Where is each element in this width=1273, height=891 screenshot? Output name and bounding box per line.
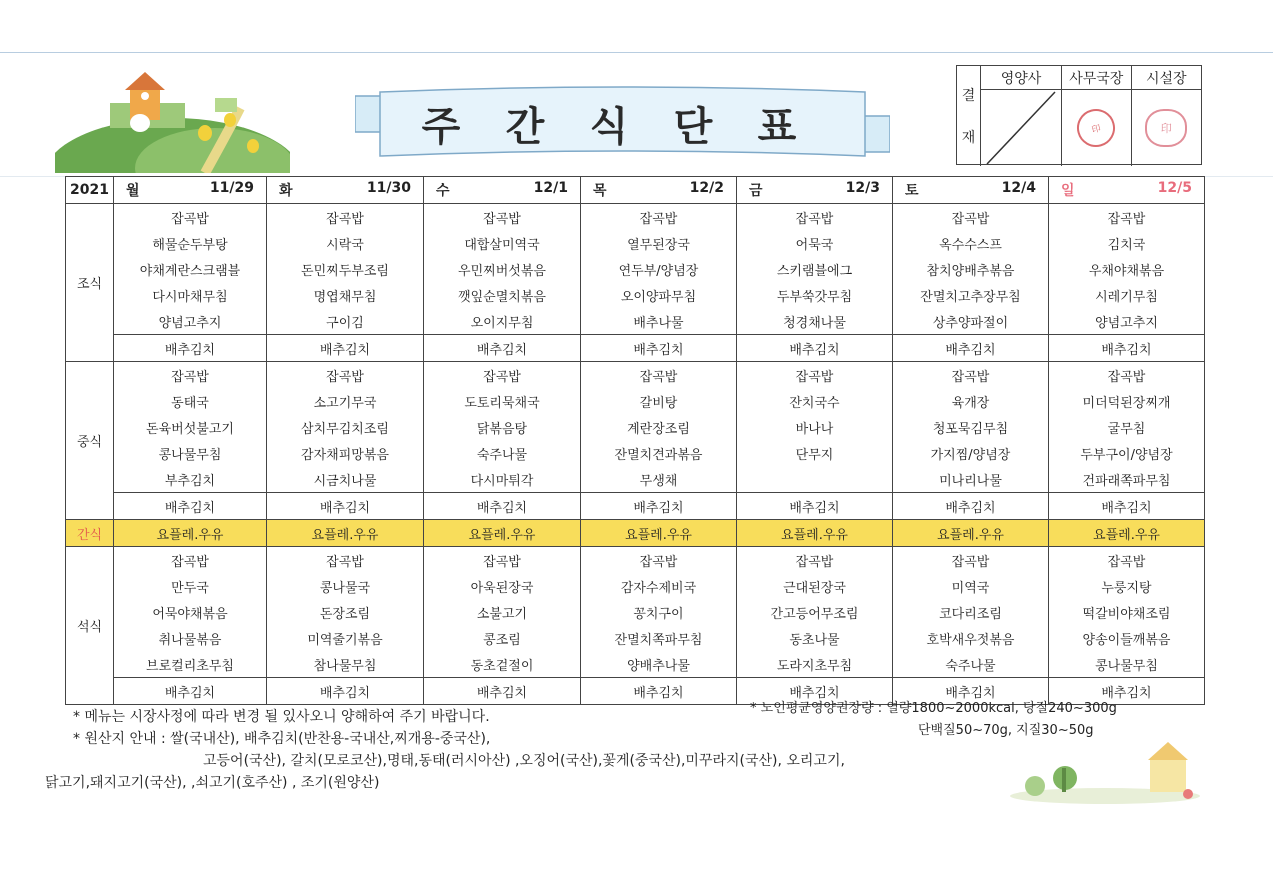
approval-header-nutritionist: 영양사 <box>981 66 1062 90</box>
menu-cell: 잔멸치견과볶음 <box>581 440 737 466</box>
menu-cell: 잡곡밥 <box>267 547 424 574</box>
menu-cell: 잡곡밥 <box>581 204 737 231</box>
menu-cell: 명엽채무침 <box>267 282 424 308</box>
day-header: 수 12/1 <box>424 177 581 204</box>
menu-cell: 연두부/양념장 <box>581 256 737 282</box>
menu-cell: 해물순두부탕 <box>114 230 267 256</box>
menu-cell: 양념고추지 <box>1049 308 1205 335</box>
table-row <box>66 547 1205 574</box>
top-divider-line <box>0 52 1273 53</box>
menu-cell: 숙주나물 <box>893 651 1049 678</box>
menu-cell: 감자수제비국 <box>581 573 737 599</box>
menu-cell: 배추김치 <box>114 493 267 520</box>
menu-cell: 삼치무김치조림 <box>267 414 424 440</box>
page-title <box>400 98 820 148</box>
table-row <box>66 493 1205 520</box>
day-header: 월 11/29 <box>114 177 267 204</box>
menu-cell: 잡곡밥 <box>424 204 581 231</box>
weekly-menu-table <box>65 176 1205 705</box>
menu-cell: 요플레.우유 <box>267 520 424 547</box>
meal-label: 석식 <box>66 547 114 705</box>
menu-cell: 상추양파절이 <box>893 308 1049 335</box>
menu-cell: 간고등어무조림 <box>737 599 893 625</box>
menu-cell: 잔치국수 <box>737 388 893 414</box>
menu-cell: 브로컬리초무침 <box>114 651 267 678</box>
note-origin: * 원산지 안내 : 쌀(국내산), 배추김치(반찬용-국내산,찌개용-중국산), <box>73 731 491 747</box>
table-row <box>66 520 1205 547</box>
menu-cell: 잡곡밥 <box>114 204 267 231</box>
menu-cell: 배추김치 <box>1049 335 1205 362</box>
approval-sign-director <box>1132 90 1202 166</box>
menu-cell: 시금치나물 <box>267 466 424 493</box>
menu-cell: 부추김치 <box>114 466 267 493</box>
menu-cell: 옥수수스프 <box>893 230 1049 256</box>
stamp-seal: 印 <box>1145 109 1187 147</box>
menu-cell: 잡곡밥 <box>424 362 581 389</box>
menu-cell: 깻잎순멸치볶음 <box>424 282 581 308</box>
menu-cell: 미더덕된장찌개 <box>1049 388 1205 414</box>
menu-cell: 스키램블에그 <box>737 256 893 282</box>
menu-cell: 두부쑥갓무침 <box>737 282 893 308</box>
house-hill-illustration <box>55 68 290 173</box>
menu-cell: 건파래쪽파무침 <box>1049 466 1205 493</box>
menu-cell: 요플레.우유 <box>893 520 1049 547</box>
menu-cell: 잡곡밥 <box>737 362 893 389</box>
menu-cell: 요플레.우유 <box>424 520 581 547</box>
approval-header-director: 시설장 <box>1132 66 1202 90</box>
table-row <box>66 256 1205 282</box>
menu-cell: 누룽지탕 <box>1049 573 1205 599</box>
menu-cell: 돈민찌두부조림 <box>267 256 424 282</box>
title-char: 주 <box>421 102 463 150</box>
menu-cell: 양념고추지 <box>114 308 267 335</box>
menu-cell: 미나리나물 <box>893 466 1049 493</box>
menu-cell: 코다리조림 <box>893 599 1049 625</box>
menu-cell: 소고기무국 <box>267 388 424 414</box>
menu-cell: 잡곡밥 <box>893 204 1049 231</box>
menu-cell: 배추나물 <box>581 308 737 335</box>
menu-cell: 감자채피망볶음 <box>267 440 424 466</box>
year-cell: 2021 <box>66 177 114 204</box>
menu-cell: 배추김치 <box>267 335 424 362</box>
menu-cell: 배추김치 <box>1049 493 1205 520</box>
menu-cell: 다시마튀각 <box>424 466 581 493</box>
menu-cell: 잡곡밥 <box>114 547 267 574</box>
menu-cell: 청포묵김무침 <box>893 414 1049 440</box>
menu-cell: 요플레.우유 <box>737 520 893 547</box>
note-origin-cont: 고등어(국산), 갈치(모로코산),명태,동태(러시아산) ,오징어(국산),꽃게(중국산),미꾸라지(국산), 오리고기, <box>203 753 845 769</box>
menu-cell: 요플레.우유 <box>581 520 737 547</box>
menu-cell: 요플레.우유 <box>114 520 267 547</box>
menu-cell: 시레기무침 <box>1049 282 1205 308</box>
table-row <box>66 466 1205 493</box>
menu-cell: 콩나물무침 <box>1049 651 1205 678</box>
table-row <box>66 204 1205 231</box>
menu-cell: 근대된장국 <box>737 573 893 599</box>
menu-cell: 잡곡밥 <box>581 362 737 389</box>
approval-sign-office-manager <box>1062 90 1132 166</box>
menu-cell: 배추김치 <box>581 678 737 705</box>
menu-cell: 가지찜/양념장 <box>893 440 1049 466</box>
table-row <box>66 308 1205 335</box>
menu-cell: 미역국 <box>893 573 1049 599</box>
menu-cell: 호박새우젓볶음 <box>893 625 1049 651</box>
menu-cell: 대합살미역국 <box>424 230 581 256</box>
menu-cell: 구이김 <box>267 308 424 335</box>
menu-cell: 굴무침 <box>1049 414 1205 440</box>
menu-cell: 꽁치구이 <box>581 599 737 625</box>
menu-cell: 배추김치 <box>581 493 737 520</box>
menu-cell: 소불고기 <box>424 599 581 625</box>
menu-cell: 동초겉절이 <box>424 651 581 678</box>
menu-cell: 취나물볶음 <box>114 625 267 651</box>
table-row <box>66 625 1205 651</box>
menu-cell: 잡곡밥 <box>893 547 1049 574</box>
menu-cell: 단무지 <box>737 440 893 466</box>
table-row <box>66 362 1205 389</box>
approval-sign-nutritionist <box>981 90 1062 166</box>
approval-box <box>956 65 1202 165</box>
meal-label: 중식 <box>66 362 114 520</box>
menu-cell: 잡곡밥 <box>1049 362 1205 389</box>
menu-cell: 양송이들깨볶음 <box>1049 625 1205 651</box>
menu-cell: 양배추나물 <box>581 651 737 678</box>
menu-cell: 열무된장국 <box>581 230 737 256</box>
stamp-seal: 印 <box>1073 105 1120 152</box>
menu-cell: 배추김치 <box>737 493 893 520</box>
day-header-sunday: 일 12/5 <box>1049 177 1205 204</box>
table-row <box>66 573 1205 599</box>
menu-cell: 콩나물무침 <box>114 440 267 466</box>
menu-cell: 다시마채무침 <box>114 282 267 308</box>
menu-cell: 동초나물 <box>737 625 893 651</box>
menu-cell: 김치국 <box>1049 230 1205 256</box>
menu-cell: 시락국 <box>267 230 424 256</box>
menu-cell: 잔멸치쪽파무침 <box>581 625 737 651</box>
menu-cell: 아욱된장국 <box>424 573 581 599</box>
menu-cell: 잔멸치고추장무침 <box>893 282 1049 308</box>
menu-cell: 배추김치 <box>267 493 424 520</box>
menu-cell: 잡곡밥 <box>737 547 893 574</box>
menu-cell: 돈장조림 <box>267 599 424 625</box>
table-row <box>66 335 1205 362</box>
menu-cell: 동태국 <box>114 388 267 414</box>
menu-cell: 잡곡밥 <box>893 362 1049 389</box>
menu-cell: 숙주나물 <box>424 440 581 466</box>
table-row <box>66 651 1205 678</box>
menu-cell: 콩나물국 <box>267 573 424 599</box>
menu-cell: 오이양파무침 <box>581 282 737 308</box>
day-header: 토 12/4 <box>893 177 1049 204</box>
menu-cell: 도라지초무침 <box>737 651 893 678</box>
menu-cell: 배추김치 <box>737 678 893 705</box>
menu-cell: 바나나 <box>737 414 893 440</box>
menu-cell: 육개장 <box>893 388 1049 414</box>
menu-cell: 배추김치 <box>737 335 893 362</box>
menu-cell: 우채야채볶음 <box>1049 256 1205 282</box>
day-header: 금 12/3 <box>737 177 893 204</box>
menu-cell: 배추김치 <box>114 678 267 705</box>
note-origin-cont2: 닭고기,돼지고기(국산), ,쇠고기(호주산) , 조기(원양산) <box>45 775 380 791</box>
title-char: 표 <box>757 102 799 150</box>
menu-cell: 배추김치 <box>1049 678 1205 705</box>
table-header-row <box>66 177 1205 204</box>
menu-cell: 배추김치 <box>581 335 737 362</box>
nutrition-guideline: * 노인평균영양권장량 : 열량1800~2000kcal, 당질240~300g 단백질50~70g, 지질30~50g <box>750 701 1117 738</box>
menu-cell: 배추김치 <box>424 335 581 362</box>
table-row <box>66 230 1205 256</box>
table-row <box>66 282 1205 308</box>
menu-cell: 청경채나물 <box>737 308 893 335</box>
approval-side-label: 결 재 <box>957 66 981 166</box>
menu-cell: 잡곡밥 <box>737 204 893 231</box>
meal-label: 간식 <box>66 520 114 547</box>
menu-cell: 잡곡밥 <box>114 362 267 389</box>
menu-cell: 잡곡밥 <box>424 547 581 574</box>
meal-label: 조식 <box>66 204 114 362</box>
day-header: 화 11/30 <box>267 177 424 204</box>
menu-cell: 콩조림 <box>424 625 581 651</box>
day-header: 목 12/2 <box>581 177 737 204</box>
title-char: 식 <box>589 102 631 150</box>
menu-cell: 우민찌버섯볶음 <box>424 256 581 282</box>
table-row <box>66 388 1205 414</box>
title-char: 간 <box>505 102 547 150</box>
menu-cell: 참치양배추볶음 <box>893 256 1049 282</box>
table-row <box>66 599 1205 625</box>
menu-cell: 배추김치 <box>893 493 1049 520</box>
menu-cell: 야채계란스크램블 <box>114 256 267 282</box>
menu-cell: 배추김치 <box>893 678 1049 705</box>
menu-cell: 어묵국 <box>737 230 893 256</box>
menu-cell: 배추김치 <box>893 335 1049 362</box>
table-row <box>66 440 1205 466</box>
menu-cell: 오이지무침 <box>424 308 581 335</box>
menu-cell: 갈비탕 <box>581 388 737 414</box>
menu-cell: 배추김치 <box>424 678 581 705</box>
menu-cell: 배추김치 <box>267 678 424 705</box>
menu-cell: 닭볶음탕 <box>424 414 581 440</box>
menu-cell: 요플레.우유 <box>1049 520 1205 547</box>
menu-cell: 돈육버섯불고기 <box>114 414 267 440</box>
menu-cell: 떡갈비야채조림 <box>1049 599 1205 625</box>
title-char: 단 <box>673 102 715 150</box>
menu-cell: 어묵야채볶음 <box>114 599 267 625</box>
menu-cell: 미역줄기볶음 <box>267 625 424 651</box>
table-row <box>66 414 1205 440</box>
menu-cell: 잡곡밥 <box>267 362 424 389</box>
menu-cell: 도토리묵채국 <box>424 388 581 414</box>
menu-cell: 잡곡밥 <box>267 204 424 231</box>
menu-cell <box>737 466 893 493</box>
menu-cell: 잡곡밥 <box>1049 547 1205 574</box>
garden-decoration <box>1010 738 1200 804</box>
signature-slash <box>981 90 1061 166</box>
menu-cell: 배추김치 <box>114 335 267 362</box>
menu-cell: 잡곡밥 <box>1049 204 1205 231</box>
notes-section <box>45 706 845 794</box>
menu-cell: 만두국 <box>114 573 267 599</box>
approval-header-office-manager: 사무국장 <box>1062 66 1132 90</box>
menu-cell: 계란장조림 <box>581 414 737 440</box>
menu-cell: 배추김치 <box>424 493 581 520</box>
menu-cell: 잡곡밥 <box>581 547 737 574</box>
menu-cell: 참나물무침 <box>267 651 424 678</box>
note-menu-change: * 메뉴는 시장사정에 따라 변경 될 있사오니 양해하여 주기 바랍니다. <box>73 709 490 725</box>
menu-cell: 두부구이/양념장 <box>1049 440 1205 466</box>
menu-cell: 무생채 <box>581 466 737 493</box>
